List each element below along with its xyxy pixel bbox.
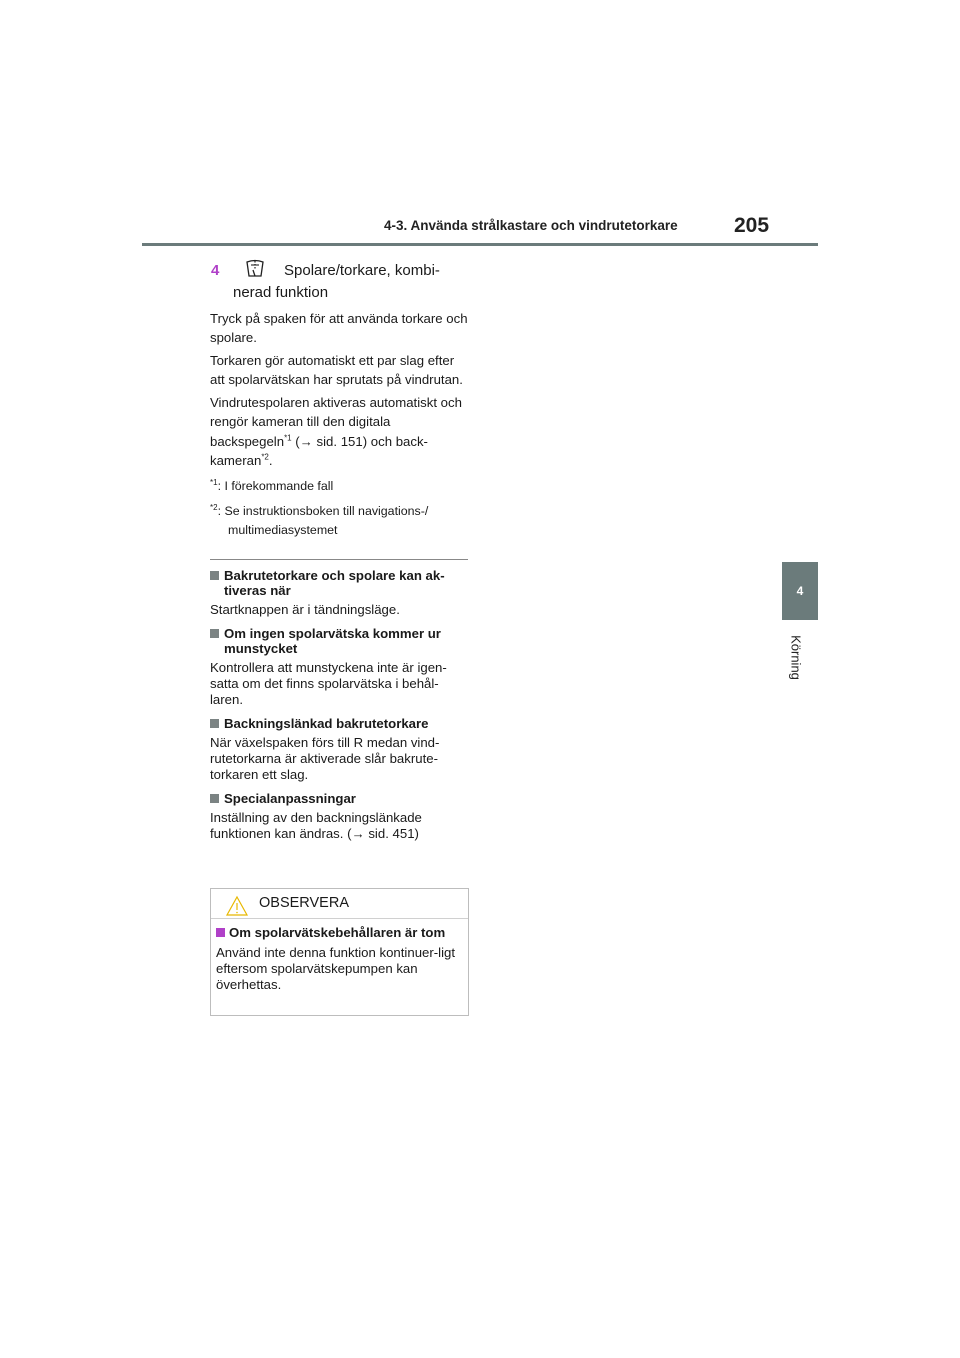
item-paragraph-3: Vindrutespolaren aktiveras automatiskt och rengör kameran till den digitala backspegeln$^{*1}$ (→ sid. 151) och back-kameran$^{*2}$. — [210, 394, 462, 468]
item-title-line2: nerad funktion — [233, 284, 329, 301]
footnote-1: $^{*1}$: I förekommande fall — [210, 477, 334, 493]
chapter-side-label: Körning — [788, 635, 804, 680]
item-heading — [210, 257, 468, 283]
header-rule — [142, 243, 818, 246]
wiper-washer-icon — [243, 257, 267, 279]
section-body: När växelspaken förs till R medan vind-rutetorkarna är aktiverade slår bakrute-torkaren ett slag. — [210, 734, 440, 782]
section-divider — [210, 559, 468, 560]
item-title-line1: Spolare/torkare, kombi- — [284, 262, 440, 279]
square-bullet-icon — [210, 571, 219, 580]
warning-triangle-icon — [225, 895, 249, 917]
notice-body — [211, 919, 468, 993]
item-number: 4 — [211, 262, 220, 279]
section-heading: Bakrutetorkare och spolare kan ak-tiveras när — [210, 568, 468, 598]
notice-title: OBSERVERA — [259, 895, 349, 911]
square-bullet-icon — [210, 719, 219, 728]
section-heading: Backningslänkad bakrutetorkare — [210, 716, 468, 731]
notice-text: Använd inte denna funktion kontinuer-ligt eftersom spolarvätskepumpen kan överhettas. — [216, 945, 456, 992]
section-body: Kontrollera att munstyckena inte är igen-satta om det finns spolarvätska i behål-laren. — [210, 659, 447, 707]
square-bullet-icon — [216, 928, 225, 937]
square-bullet-icon — [210, 629, 219, 638]
notice-heading: Om spolarvätskebehållaren är tom — [216, 925, 462, 940]
section-body: Startknappen är i tändningsläge. — [210, 601, 400, 617]
item-paragraph-1: Tryck på spaken för att använda torkare och spolare. — [210, 310, 468, 345]
notice-header — [211, 889, 468, 919]
section-heading: Specialanpassningar — [210, 791, 468, 806]
item-paragraph-2: Torkaren gör automatiskt ett par slag efter att spolarvätskan har sprutats på vindrutan. — [210, 352, 463, 387]
footnote-2: $^{*2}$: Se instruktionsboken till navigations-/ multimediasystemet — [210, 502, 429, 537]
section-title: 4-3. Använda strålkastare och vindrutetorkare — [384, 218, 678, 233]
section-body: Inställning av den backningslänkade funktionen kan ändras. (→ sid. 451) — [210, 809, 422, 841]
section-heading: Om ingen spolarvätska kommer ur munstycket — [210, 626, 468, 656]
main-content — [210, 257, 468, 842]
page-number: 205 — [734, 214, 770, 237]
square-bullet-icon — [210, 794, 219, 803]
chapter-tab: 4 — [782, 562, 818, 620]
notice-box — [210, 888, 469, 1016]
